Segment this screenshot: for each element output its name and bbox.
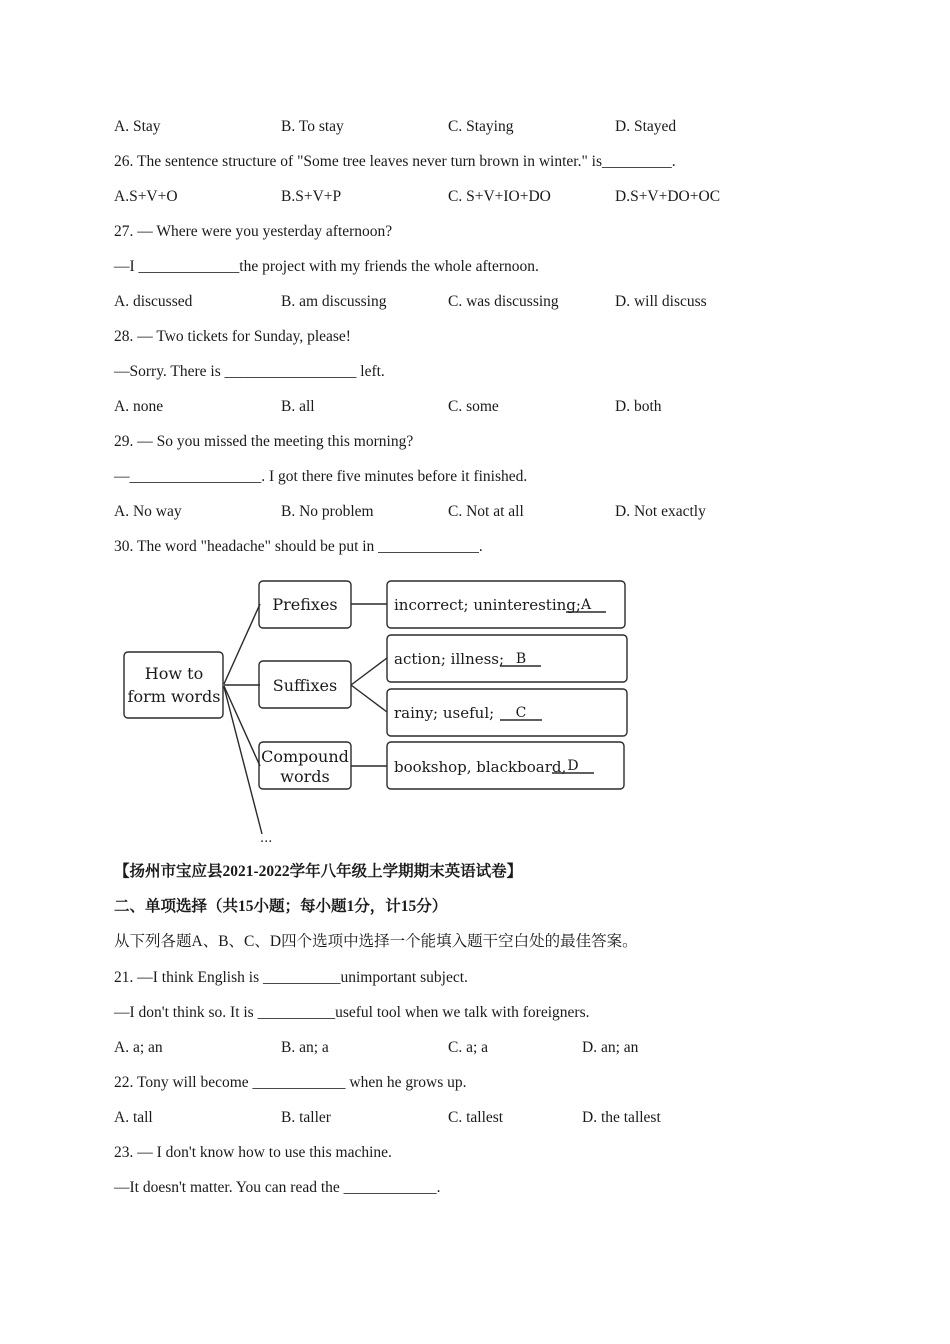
box-c-text: rainy; useful; <box>394 704 495 722</box>
root-label-line2: form words <box>127 687 221 706</box>
q27-option-a: A. discussed <box>114 293 193 310</box>
q21-stem: 21. —I think English is __________unimportant subject. <box>114 969 468 986</box>
q25-option-d: D. Stayed <box>615 118 677 135</box>
blank-d-label: D <box>567 758 579 774</box>
word-formation-diagram <box>114 572 634 848</box>
root-label-line1: How to <box>144 664 204 683</box>
q26-stem: 26. The sentence structure of "Some tree leaves never turn brown in winter." is_________. <box>114 153 676 170</box>
q29-option-d: D. Not exactly <box>615 503 706 520</box>
q22-option-a: A. tall <box>114 1109 153 1126</box>
q28-reply: —Sorry. There is _________________ left. <box>114 363 385 380</box>
q21-option-a: A. a; an <box>114 1039 163 1056</box>
q21-option-b: B. an; a <box>281 1039 329 1056</box>
suffixes-to-b-line <box>351 658 387 685</box>
q27-option-d: D. will discuss <box>615 293 707 310</box>
root-to-more-line <box>224 687 262 834</box>
q21-reply: —I don't think so. It is __________useful tool when we talk with foreigners. <box>114 1004 590 1021</box>
q25-option-c: C. Staying <box>448 118 514 135</box>
root-box <box>124 652 223 718</box>
box-b-text: action; illness; <box>394 650 505 668</box>
q30-stem: 30. The word "headache" should be put in _____________. <box>114 538 483 555</box>
q27-reply: —I _____________the project with my friends the whole afternoon. <box>114 258 539 275</box>
box-a-text: incorrect; uninteresting; <box>394 596 581 614</box>
section-source: 【扬州市宝应县2021-2022学年八年级上学期期末英语试卷】 <box>114 863 523 880</box>
q23-reply: —It doesn't matter. You can read the ____________. <box>114 1179 441 1196</box>
q28-option-c: C. some <box>448 398 499 415</box>
blank-a-label: A <box>580 597 592 613</box>
section-instruction: 从下列各题A、B、C、D四个选项中选择一个能填入题干空白处的最佳答案。 <box>114 933 638 950</box>
prefixes-label: Prefixes <box>272 595 338 614</box>
section-heading: 二、单项选择（共15小题；每小题1分，计15分） <box>114 898 448 915</box>
blank-b-label: B <box>515 651 527 667</box>
compound-label-line1: Compound <box>261 747 349 766</box>
q22-stem: 22. Tony will become ____________ when he grows up. <box>114 1074 467 1091</box>
q26-option-c: C. S+V+IO+DO <box>448 188 551 205</box>
q29-stem: 29. — So you missed the meeting this morning? <box>114 433 414 450</box>
q28-option-d: D. both <box>615 398 662 415</box>
suffixes-to-c-line <box>351 685 387 712</box>
q25-option-a: A. Stay <box>114 118 161 135</box>
q29-reply: —_________________. I got there five minutes before it finished. <box>114 468 528 485</box>
q26-option-b: B.S+V+P <box>281 188 342 205</box>
q27-option-c: C. was discussing <box>448 293 559 310</box>
q26-option-a: A.S+V+O <box>114 188 178 205</box>
q28-stem: 28. — Two tickets for Sunday, please! <box>114 328 351 345</box>
q21-option-d: D. an; an <box>582 1039 639 1056</box>
more-ellipsis: ... <box>260 831 273 846</box>
root-to-prefixes-line <box>224 604 260 684</box>
suffixes-label: Suffixes <box>272 676 338 695</box>
blank-c-label: C <box>515 705 527 721</box>
q29-option-c: C. Not at all <box>448 503 524 520</box>
q25-option-b: B. To stay <box>281 118 344 135</box>
q22-option-d: D. the tallest <box>582 1109 661 1126</box>
q26-option-d: D.S+V+DO+OC <box>615 188 721 205</box>
q21-option-c: C. a; a <box>448 1039 489 1056</box>
q22-option-b: B. taller <box>281 1109 331 1126</box>
q28-option-b: B. all <box>281 398 315 415</box>
box-d-text: bookshop, blackboard, <box>394 758 567 776</box>
q29-option-a: A. No way <box>114 503 182 520</box>
q27-option-b: B. am discussing <box>281 293 387 310</box>
q28-option-a: A. none <box>114 398 164 415</box>
compound-label-line2: words <box>280 767 330 786</box>
q29-option-b: B. No problem <box>281 503 374 520</box>
q22-option-c: C. tallest <box>448 1109 504 1126</box>
q27-stem: 27. — Where were you yesterday afternoon? <box>114 223 393 240</box>
q23-stem: 23. — I don't know how to use this machine. <box>114 1144 392 1161</box>
